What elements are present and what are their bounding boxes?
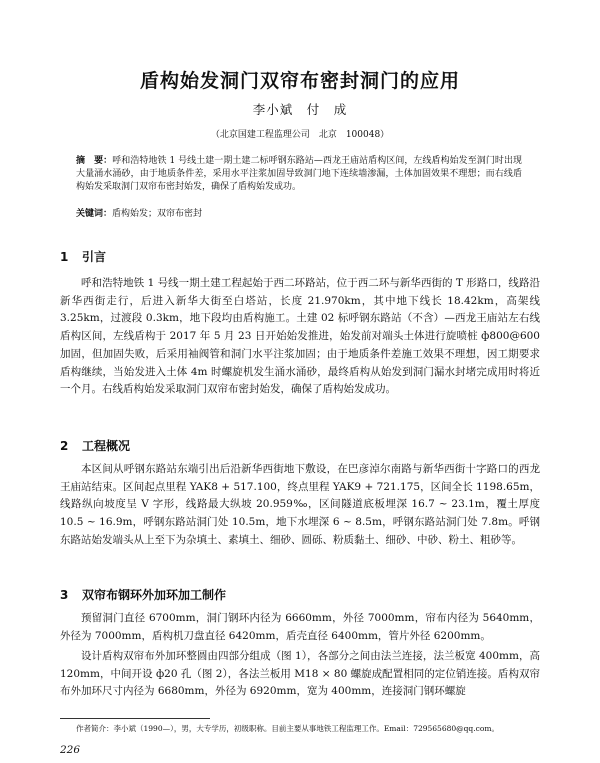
section-heading-fabrication (60, 586, 226, 603)
keywords-text: 盾构始发；双帘布密封 (112, 209, 203, 219)
overview-paragraph: 本区间从呼钢东路站东端引出后沿新华西街地下敷设，在巴彦淖尔南路与新华西街十字路口的西龙王庙站结束。区间起点里程 YAK8 + 517.100，终点里程 YAK9 + 721.175，区间全长 1198.65m，线路纵向坡度呈 V 字形，线路最大纵坡 20.959‰，区间隧道底板埋深 16.7 ~ 23.1m，覆土厚度 10.5 ~ 16.9m，呼钢东路站洞门处 10.5m，地下水埋深 6 ~ 8.5m，呼钢东路站洞门处 7.8m。呼钢东路站始发端头从上至下为杂填土、素填土、细砂、圆砾、粉质黏土、细砂、中砂、粉土、粗砂等。 (60, 463, 540, 546)
author-footnote: 作者简介：李小斌（1990—），男，大专学历，初级职称。目前主要从事地铁工程监理工作。Email：729565680@qq.com。 (76, 724, 499, 733)
footnote-divider (60, 718, 210, 719)
abstract-text: 呼和浩特地铁 1 号线土建一期土建二标呼钢东路站—西龙王庙站盾构区间，左线盾构始发至洞门时出现大量涌水涌砂，由于地质条件差，采用水平注浆加固导致洞门地下连续墙渗漏，土体加固效果不理想；而右线盾构始发采取洞门双帘布密封始发，确保了盾构始发成功。 (76, 156, 522, 192)
affiliation: （北京国建工程监理公司 北京 100048） (210, 130, 390, 140)
keywords (76, 208, 522, 221)
section-title: 双帘布钢环外加环加工制作 (82, 588, 227, 602)
page-number: 226 (60, 744, 81, 756)
section-title: 引言 (82, 250, 107, 264)
section-number: 1 (60, 250, 69, 264)
authors: 李小斌 付 成 (252, 102, 348, 117)
fabrication-paragraph-2: 设计盾构双帘布外加环整圆由四部分组成（图 1），各部分之间由法兰连接，法兰板宽 400mm，高 120mm，中间开设 ф20 孔（图 2），各法兰板用 M18 × 80 螺旋成配置相同的定位销连接。盾构双帘布外加环尺寸内径为 6680mm，外径为 6920mm，宽为 400mm，连接洞门钢环螺旋 (60, 650, 540, 698)
section-title: 工程概况 (82, 439, 131, 453)
abstract-label: 摘 要： (76, 156, 113, 166)
paper-title: 盾构始发洞门双帘布密封洞门的应用 (139, 70, 460, 92)
section-heading-intro (60, 248, 106, 265)
intro-paragraph: 呼和浩特地铁 1 号线一期土建工程起始于西二环路站，位于西二环与新华西街的 T 形路口，线路沿新华西街走行，后进入新华大街至白塔站，长度 21.970km，其中地下线长 18.42km，高架线 3.25km，过渡段 0.3km，地下段均由盾构施工。土建 02 标呼钢东路站（不含）—西龙王庙站左右线盾构区间，左线盾构于 2017 年 5 月 23 日开始始发推进，始发前对端头土体进行旋喷桩 ф800@600 加固，但加固失败，后采用袖阀管和洞门水平注浆加固；由于地质条件差施工效果不理想，因工期要求盾构继续，当始发进入土体 4m 时螺旋机发生涌水涌砂，最终盾构从始发到洞门漏水封堵完成用时将近一个月。右线盾构始发采取洞门双帘布密封始发，确保了盾构始发成功。 (60, 277, 540, 396)
section-number: 3 (60, 588, 69, 602)
section-number: 2 (60, 439, 69, 453)
keywords-label: 关键词： (76, 209, 113, 219)
section-heading-overview (60, 437, 130, 454)
fabrication-paragraph-1: 预留洞门直径 6700mm，洞门钢环内径为 6660mm，外径 7000mm，帘布内径为 5640mm，外径为 7000mm，盾构机刀盘直径 6420mm，盾壳直径 6400mm，管片外径 6200mm。 (60, 612, 540, 642)
abstract (76, 155, 522, 194)
